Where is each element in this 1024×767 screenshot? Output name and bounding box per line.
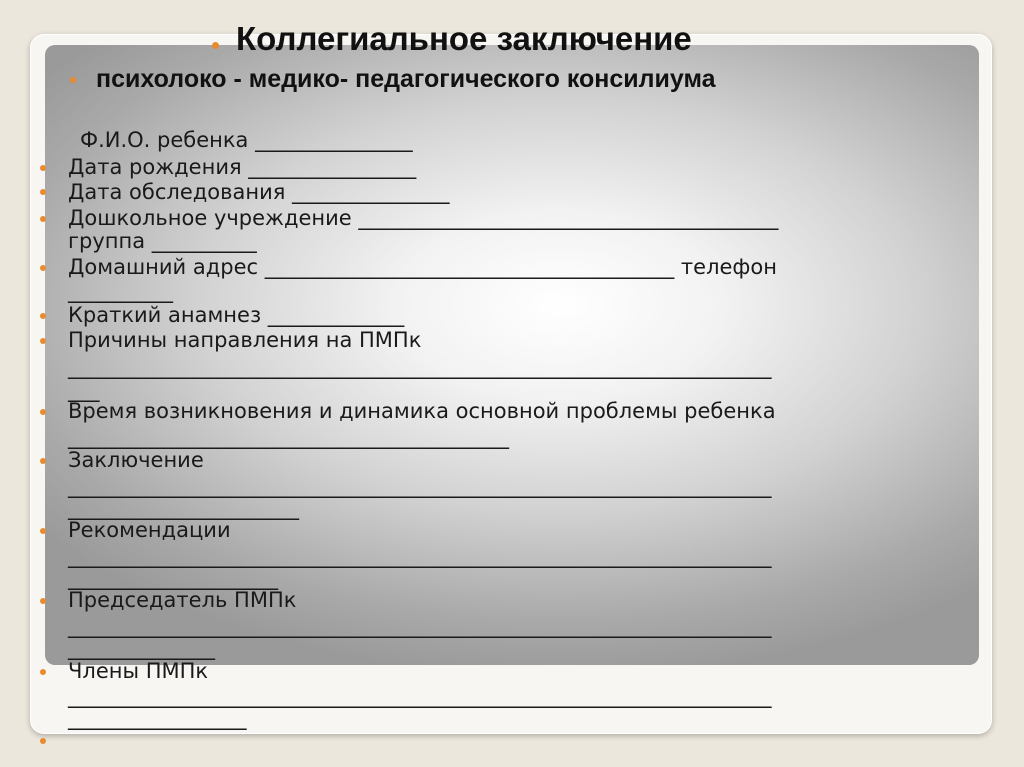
form-line-blank: ___________________________________________________________________ — [68, 544, 772, 568]
form-line-problem-dynamics: Время возникновения и динамика основной проблемы ребенка — [68, 399, 776, 423]
form-line-conclusion: Заключение — [68, 448, 204, 472]
form-line-referral-reasons: Причины направления на ПМПк — [68, 328, 422, 352]
bullet — [40, 669, 46, 675]
bullet — [40, 216, 46, 222]
form-line-blank: ____________________ — [68, 566, 278, 590]
bullet — [40, 409, 46, 415]
form-line-blank: ______________________ — [68, 496, 299, 520]
form-line-blank: _________________ — [68, 706, 247, 730]
bullet — [40, 458, 46, 464]
form-line-blank: ______________ — [68, 636, 215, 660]
bullet — [40, 313, 46, 319]
form-line-anamnesis: Краткий анамнез _____________ — [68, 303, 405, 327]
form-line-members: Члены ПМПк — [68, 659, 209, 683]
bullet — [40, 165, 46, 171]
form-line-blank: ___________________________________________________________________ — [68, 614, 772, 638]
form-line-blank: ___________________________________________________________________ — [68, 355, 772, 379]
form-line-blank: ___________________________________________________________________ — [68, 474, 772, 498]
form-line-phone-blank: __________ — [68, 279, 173, 303]
bullet — [40, 265, 46, 271]
form-line-fio: Ф.И.О. ребенка _______________ — [80, 128, 413, 152]
bullet — [40, 338, 46, 344]
form-line-group: группа __________ — [68, 229, 257, 253]
bullet — [40, 528, 46, 534]
bullet — [40, 738, 46, 744]
form-line-blank: ___________________________________________________________________ — [68, 684, 772, 708]
form-line-birth-date: Дата рождения ________________ — [68, 155, 417, 179]
form-line-blank: ___ — [68, 378, 100, 402]
bullet — [40, 189, 46, 195]
form-line-home-address: Домашний адрес _______________________________________ телефон — [68, 255, 777, 279]
slide-subtitle: психолоко - медико- педагогического консилиума — [96, 65, 716, 93]
bullet — [40, 598, 46, 604]
form-line-chairman: Председатель ПМПк — [68, 588, 297, 612]
title-bullet — [212, 42, 219, 49]
form-line-blank: __________________________________________ — [68, 425, 509, 449]
slide-title: Коллегиальное заключение — [236, 20, 692, 57]
form-line-preschool: Дошкольное учреждение ________________________________________ — [68, 206, 779, 230]
subtitle-bullet — [70, 77, 76, 83]
form-line-exam-date: Дата обследования _______________ — [68, 180, 450, 204]
form-line-recommendations: Рекомендации — [68, 518, 231, 542]
